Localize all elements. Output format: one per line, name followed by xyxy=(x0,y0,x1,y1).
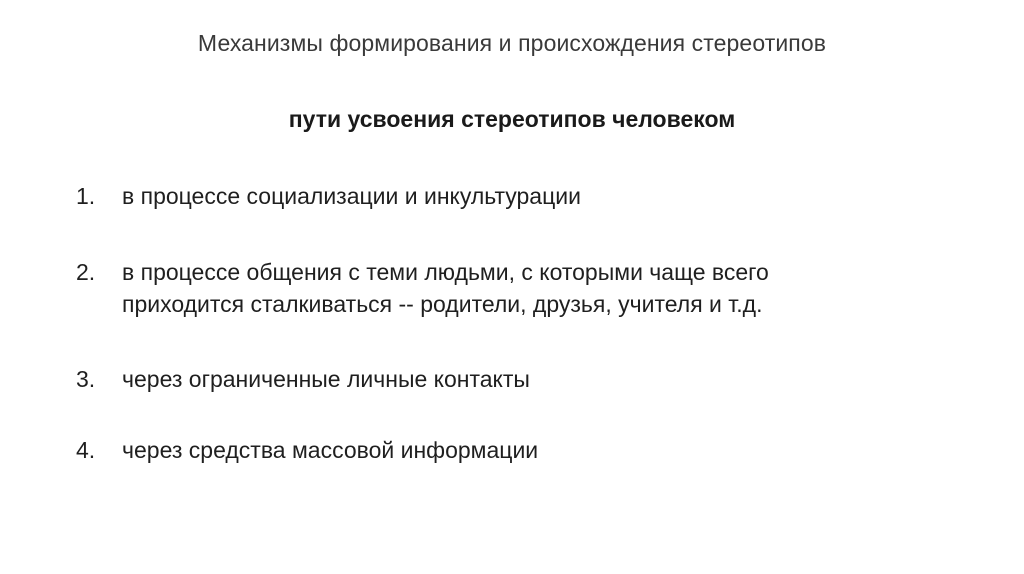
slide-title: Механизмы формирования и происхождения стереотипов xyxy=(197,30,827,56)
list-item xyxy=(76,180,976,212)
list-item-text xyxy=(122,180,976,212)
list-item-line: через средства массовой информации xyxy=(122,437,539,463)
list-item xyxy=(76,363,976,395)
list-item-number: 4. xyxy=(76,437,96,463)
numbered-list xyxy=(76,180,976,466)
list-item xyxy=(76,256,976,320)
list-item xyxy=(76,434,976,466)
list-item-number: 1. xyxy=(76,183,96,209)
list-item-line: приходится сталкиваться -- родители, друзья, учителя и т.д. xyxy=(122,291,763,317)
list-item-number: 3. xyxy=(76,366,96,392)
list-item-text xyxy=(122,363,976,395)
list-item-line: через ограниченные личные контакты xyxy=(122,366,530,392)
list-item-line: в процессе социализации и инкультурации xyxy=(122,183,581,209)
list-item-text xyxy=(122,256,976,320)
slide-subtitle: пути усвоения стереотипов человеком xyxy=(288,106,736,132)
list-item-text xyxy=(122,434,976,466)
list-item-line: в процессе общения с теми людьми, с которыми чаще всего xyxy=(122,259,769,285)
list-item-number: 2. xyxy=(76,259,96,285)
